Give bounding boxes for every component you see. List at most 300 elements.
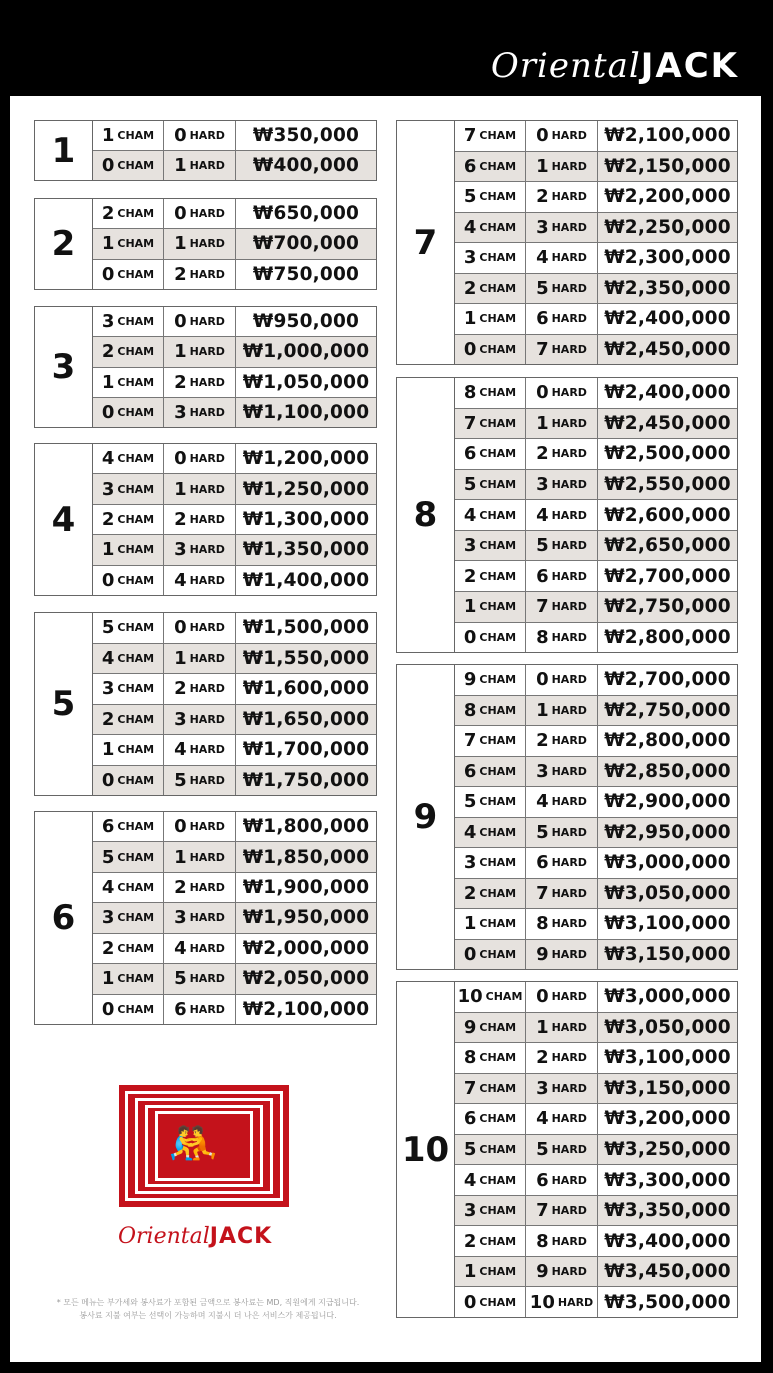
hard-cell xyxy=(526,757,598,787)
cham-cell xyxy=(93,934,164,963)
cham-unit: CHAM xyxy=(479,569,517,583)
hard-cell xyxy=(164,474,236,503)
price-row xyxy=(455,1043,737,1074)
brand-script: Oriental xyxy=(490,46,641,86)
hard-unit: HARD xyxy=(189,375,225,389)
cham-unit: CHAM xyxy=(479,795,517,809)
price-cell xyxy=(236,474,376,503)
hard-count: 2 xyxy=(536,443,549,465)
cham-unit: CHAM xyxy=(479,220,517,234)
hard-unit: HARD xyxy=(551,856,587,870)
price-row xyxy=(455,818,737,849)
cham-cell xyxy=(455,500,526,530)
cham-count: 9 xyxy=(463,669,477,691)
hard-count: 0 xyxy=(174,125,187,146)
cham-count: 1 xyxy=(463,1261,477,1283)
cham-count: 2 xyxy=(101,341,115,363)
price-value: ₩2,600,000 xyxy=(604,504,731,526)
price-cell xyxy=(598,409,737,439)
hard-cell xyxy=(526,1135,598,1165)
hard-cell xyxy=(526,378,598,408)
hard-count: 6 xyxy=(536,565,549,587)
footnote xyxy=(40,1296,376,1322)
hard-count: 6 xyxy=(536,1169,549,1191)
price-row xyxy=(93,705,376,736)
price-row xyxy=(93,505,376,535)
hard-unit: HARD xyxy=(551,447,587,461)
cham-cell xyxy=(93,705,164,735)
hard-cell xyxy=(164,337,236,366)
cham-cell xyxy=(455,982,526,1012)
price-row xyxy=(455,1104,737,1135)
cham-unit: CHAM xyxy=(117,267,155,281)
price-value: ₩2,000,000 xyxy=(242,937,370,959)
hard-count: 9 xyxy=(536,1261,549,1283)
hard-unit: HARD xyxy=(189,513,225,527)
cham-cell xyxy=(455,940,526,970)
hard-count: 6 xyxy=(174,998,187,1020)
hard-count: 1 xyxy=(536,412,549,434)
hard-count: 4 xyxy=(174,937,187,959)
price-value: ₩2,750,000 xyxy=(604,699,731,721)
cham-cell xyxy=(93,398,164,427)
price-row xyxy=(455,592,737,623)
price-row xyxy=(455,982,737,1013)
cham-count: 0 xyxy=(101,998,115,1020)
hard-count: 8 xyxy=(536,626,549,648)
hard-unit: HARD xyxy=(189,482,225,496)
price-cell xyxy=(236,444,376,473)
price-panel xyxy=(10,96,761,1362)
cham-count: 0 xyxy=(463,338,477,360)
price-cell xyxy=(236,307,376,336)
hard-cell xyxy=(526,696,598,726)
hard-count: 2 xyxy=(174,509,187,531)
cham-unit: CHAM xyxy=(479,129,517,143)
hard-cell xyxy=(526,121,598,151)
hard-count: 9 xyxy=(536,943,549,965)
cham-cell xyxy=(93,337,164,366)
cham-unit: CHAM xyxy=(479,416,517,430)
cham-cell xyxy=(455,439,526,469)
price-value: ₩1,950,000 xyxy=(242,907,370,929)
price-cell xyxy=(598,1226,737,1256)
hard-count: 2 xyxy=(174,371,187,393)
price-row xyxy=(455,1226,737,1257)
cham-count: 5 xyxy=(101,617,115,639)
cham-cell xyxy=(455,787,526,817)
hard-unit: HARD xyxy=(551,342,587,356)
price-row xyxy=(455,1257,737,1288)
price-row xyxy=(455,1287,737,1317)
price-row xyxy=(455,439,737,470)
hard-count: 2 xyxy=(174,877,187,899)
cham-cell xyxy=(455,152,526,182)
hard-unit: HARD xyxy=(551,508,587,522)
cham-cell xyxy=(455,213,526,243)
cham-unit: CHAM xyxy=(117,621,155,635)
hard-count: 5 xyxy=(536,535,549,557)
price-row xyxy=(93,535,376,565)
hard-cell xyxy=(526,1196,598,1226)
price-value: ₩3,150,000 xyxy=(604,1077,731,1099)
price-row xyxy=(93,766,376,796)
hard-unit: HARD xyxy=(551,281,587,295)
hard-cell xyxy=(164,735,236,765)
cham-cell xyxy=(455,1165,526,1195)
price-value: ₩2,100,000 xyxy=(604,125,731,147)
hard-count: 7 xyxy=(536,1200,549,1222)
price-value: ₩350,000 xyxy=(252,125,360,146)
price-value: ₩400,000 xyxy=(252,155,360,176)
price-row xyxy=(455,940,737,970)
cham-cell xyxy=(93,474,164,503)
cham-unit: CHAM xyxy=(479,917,517,931)
hard-count: 0 xyxy=(174,816,187,838)
cham-cell xyxy=(455,1196,526,1226)
price-cell xyxy=(236,735,376,765)
footnote-line-2: 봉사료 지불 여부는 선택이 가능하며 지불시 더 나은 서비스가 제공됩니다. xyxy=(79,1311,337,1320)
price-value: ₩2,950,000 xyxy=(604,821,731,843)
cham-count: 2 xyxy=(463,277,477,299)
cham-cell xyxy=(93,260,164,289)
hard-cell xyxy=(164,260,236,289)
cham-count: 2 xyxy=(463,1230,477,1252)
hard-unit: HARD xyxy=(189,1002,225,1016)
cham-count: 3 xyxy=(463,535,477,557)
cham-cell xyxy=(93,995,164,1024)
price-value: ₩3,500,000 xyxy=(604,1291,731,1313)
hard-unit: HARD xyxy=(189,621,225,635)
cham-count: 8 xyxy=(463,382,477,404)
cham-cell xyxy=(455,243,526,273)
price-cell xyxy=(598,335,737,365)
hard-cell xyxy=(526,243,598,273)
cham-cell xyxy=(93,151,164,180)
price-row xyxy=(455,879,737,910)
cham-count: 5 xyxy=(101,846,115,868)
price-cell xyxy=(236,337,376,366)
price-value: ₩1,750,000 xyxy=(242,769,370,791)
hard-count: 7 xyxy=(536,882,549,904)
cham-count: 4 xyxy=(463,1169,477,1191)
price-value: ₩1,550,000 xyxy=(242,647,370,669)
price-value: ₩2,100,000 xyxy=(242,998,370,1020)
price-cell xyxy=(598,1043,737,1073)
hard-count: 10 xyxy=(529,1291,555,1313)
price-cell xyxy=(236,903,376,932)
hard-count: 1 xyxy=(536,1016,549,1038)
cham-unit: CHAM xyxy=(479,600,517,614)
hard-unit: HARD xyxy=(189,543,225,557)
cham-cell xyxy=(455,818,526,848)
price-value: ₩3,300,000 xyxy=(604,1169,731,1191)
price-value: ₩3,350,000 xyxy=(604,1200,731,1222)
hard-cell xyxy=(526,623,598,653)
hard-unit: HARD xyxy=(551,1265,587,1279)
hard-count: 3 xyxy=(536,760,549,782)
price-row xyxy=(93,121,376,151)
cham-count: 4 xyxy=(101,647,115,669)
hard-cell xyxy=(526,848,598,878)
price-cell xyxy=(598,531,737,561)
price-cell xyxy=(236,995,376,1024)
hard-cell xyxy=(526,1043,598,1073)
hard-unit: HARD xyxy=(551,825,587,839)
hard-cell xyxy=(164,644,236,674)
cham-unit: CHAM xyxy=(479,159,517,173)
price-row xyxy=(93,903,376,933)
price-row xyxy=(455,378,737,409)
cham-unit: CHAM xyxy=(479,342,517,356)
price-value: ₩1,200,000 xyxy=(242,448,370,470)
cham-cell xyxy=(455,304,526,334)
brand-script-bottom: Oriental xyxy=(118,1224,210,1249)
cham-cell xyxy=(455,409,526,439)
hard-unit: HARD xyxy=(189,881,225,895)
price-cell xyxy=(598,879,737,909)
cham-count: 2 xyxy=(101,937,115,959)
hard-cell xyxy=(164,766,236,796)
hard-unit: HARD xyxy=(551,251,587,265)
price-group-5 xyxy=(34,612,377,796)
price-value: ₩1,350,000 xyxy=(242,539,370,561)
cham-cell xyxy=(455,1287,526,1317)
group-number: 1 xyxy=(35,121,93,180)
cham-count: 3 xyxy=(101,311,115,333)
brand-logo-bottom xyxy=(118,1224,272,1249)
cham-count: 4 xyxy=(101,877,115,899)
hard-count: 0 xyxy=(174,448,187,470)
cham-cell xyxy=(93,368,164,397)
cham-cell xyxy=(455,757,526,787)
price-cell xyxy=(598,1013,737,1043)
hard-count: 2 xyxy=(174,263,187,285)
hard-count: 1 xyxy=(174,647,187,669)
price-cell xyxy=(236,812,376,841)
cham-unit: CHAM xyxy=(117,941,155,955)
cham-count: 3 xyxy=(101,678,115,700)
hard-count: 3 xyxy=(174,907,187,929)
hard-count: 5 xyxy=(174,968,187,990)
price-value: ₩2,800,000 xyxy=(604,730,731,752)
hard-count: 0 xyxy=(174,617,187,639)
cham-count: 0 xyxy=(101,155,115,176)
hard-count: 4 xyxy=(536,504,549,526)
cham-count: 3 xyxy=(101,907,115,929)
price-value: ₩1,250,000 xyxy=(242,478,370,500)
cham-count: 3 xyxy=(463,1200,477,1222)
hard-unit: HARD xyxy=(189,237,225,251)
cham-cell xyxy=(93,121,164,150)
price-cell xyxy=(598,787,737,817)
hard-unit: HARD xyxy=(551,159,587,173)
hard-cell xyxy=(164,307,236,336)
hard-cell xyxy=(526,940,598,970)
hard-cell xyxy=(526,879,598,909)
cham-unit: CHAM xyxy=(117,573,155,587)
cham-cell xyxy=(455,378,526,408)
hard-unit: HARD xyxy=(551,129,587,143)
cham-cell xyxy=(455,182,526,212)
cham-cell xyxy=(93,766,164,796)
cham-unit: CHAM xyxy=(485,990,523,1004)
hard-unit: HARD xyxy=(551,1020,587,1034)
hard-unit: HARD xyxy=(551,386,587,400)
hard-count: 4 xyxy=(536,791,549,813)
cham-cell xyxy=(93,873,164,902)
cham-count: 4 xyxy=(463,504,477,526)
price-row xyxy=(93,444,376,474)
price-group-6 xyxy=(34,811,377,1025)
cham-cell xyxy=(455,909,526,939)
hard-cell xyxy=(164,934,236,963)
price-value: ₩2,050,000 xyxy=(242,968,370,990)
cham-cell xyxy=(455,561,526,591)
hard-unit: HARD xyxy=(551,416,587,430)
price-value: ₩1,000,000 xyxy=(242,341,370,363)
hard-unit: HARD xyxy=(551,795,587,809)
hard-count: 5 xyxy=(536,1139,549,1160)
price-row xyxy=(455,182,737,213)
price-group-7 xyxy=(396,120,738,365)
cham-cell xyxy=(455,470,526,500)
hard-cell xyxy=(164,812,236,841)
hard-unit: HARD xyxy=(189,911,225,925)
price-row xyxy=(455,335,737,365)
price-cell xyxy=(598,726,737,756)
price-cell xyxy=(598,152,737,182)
hard-cell xyxy=(526,1074,598,1104)
cham-cell xyxy=(93,842,164,871)
hard-cell xyxy=(164,535,236,564)
hard-unit: HARD xyxy=(551,1234,587,1248)
price-value: ₩1,650,000 xyxy=(242,708,370,730)
hard-count: 0 xyxy=(174,203,187,225)
price-cell xyxy=(598,665,737,695)
hard-unit: HARD xyxy=(189,773,225,787)
brand-logo-top xyxy=(491,46,739,86)
brand-caps: JACK xyxy=(640,46,739,86)
hard-unit: HARD xyxy=(557,1295,594,1309)
cham-count: 2 xyxy=(463,565,477,587)
hard-unit: HARD xyxy=(189,712,225,726)
cham-count: 6 xyxy=(463,155,477,177)
price-row xyxy=(455,561,737,592)
cham-cell xyxy=(455,848,526,878)
hard-cell xyxy=(164,398,236,427)
cham-unit: CHAM xyxy=(117,405,155,419)
price-cell xyxy=(236,934,376,963)
cham-count: 10 xyxy=(457,986,483,1008)
hard-cell xyxy=(164,505,236,534)
hard-unit: HARD xyxy=(551,220,587,234)
cham-unit: CHAM xyxy=(117,159,155,172)
cham-count: 5 xyxy=(463,1139,477,1160)
hard-count: 8 xyxy=(536,913,549,935)
hard-count: 7 xyxy=(536,596,549,618)
price-value: ₩2,750,000 xyxy=(604,596,731,618)
price-cell xyxy=(236,151,376,180)
hard-count: 3 xyxy=(536,216,549,238)
cham-count: 3 xyxy=(101,478,115,500)
price-row xyxy=(455,121,737,152)
price-value: ₩3,400,000 xyxy=(604,1230,731,1252)
price-value: ₩2,150,000 xyxy=(604,155,731,177)
cham-cell xyxy=(93,735,164,765)
hard-unit: HARD xyxy=(189,405,225,419)
cham-count: 1 xyxy=(101,371,115,393)
cham-unit: CHAM xyxy=(117,850,155,864)
price-cell xyxy=(236,199,376,228)
price-cell xyxy=(598,909,737,939)
hard-count: 1 xyxy=(174,341,187,363)
price-value: ₩1,300,000 xyxy=(242,509,370,531)
price-group-8 xyxy=(396,377,738,653)
cham-cell xyxy=(93,964,164,993)
price-row xyxy=(93,812,376,842)
price-row xyxy=(93,398,376,427)
cham-count: 0 xyxy=(463,626,477,648)
hard-count: 6 xyxy=(536,852,549,874)
price-row xyxy=(93,934,376,964)
group-rows xyxy=(93,812,376,1024)
price-row xyxy=(93,842,376,872)
cham-unit: CHAM xyxy=(117,1002,155,1016)
hard-unit: HARD xyxy=(189,682,225,696)
price-value: ₩2,850,000 xyxy=(604,760,731,782)
price-cell xyxy=(598,818,737,848)
hard-unit: HARD xyxy=(551,1204,587,1218)
price-cell xyxy=(598,243,737,273)
hard-cell xyxy=(164,444,236,473)
price-cell xyxy=(236,613,376,643)
price-value: ₩3,000,000 xyxy=(604,852,731,874)
price-cell xyxy=(236,705,376,735)
cham-cell xyxy=(455,879,526,909)
cham-count: 8 xyxy=(463,1047,477,1069)
cham-cell xyxy=(93,505,164,534)
hard-cell xyxy=(526,1287,598,1317)
price-row xyxy=(93,229,376,259)
price-cell xyxy=(598,561,737,591)
cham-unit: CHAM xyxy=(479,1265,517,1279)
hard-unit: HARD xyxy=(189,159,225,172)
cham-unit: CHAM xyxy=(479,1081,517,1095)
price-row xyxy=(93,337,376,367)
price-group-4 xyxy=(34,443,377,596)
price-row xyxy=(93,260,376,289)
price-row xyxy=(93,474,376,504)
cham-unit: CHAM xyxy=(117,375,155,389)
cham-cell xyxy=(455,274,526,304)
cham-count: 2 xyxy=(101,509,115,531)
price-value: ₩2,250,000 xyxy=(604,216,731,238)
group-rows xyxy=(93,199,376,289)
cham-cell xyxy=(455,1226,526,1256)
cham-cell xyxy=(93,535,164,564)
price-value: ₩2,450,000 xyxy=(604,338,731,360)
price-cell xyxy=(236,505,376,534)
cham-cell xyxy=(93,199,164,228)
hard-cell xyxy=(526,818,598,848)
cham-count: 4 xyxy=(101,448,115,470)
price-value: ₩1,050,000 xyxy=(242,371,370,393)
cham-unit: CHAM xyxy=(479,947,517,961)
hard-unit: HARD xyxy=(189,941,225,955)
hard-cell xyxy=(164,903,236,932)
hard-cell xyxy=(526,561,598,591)
